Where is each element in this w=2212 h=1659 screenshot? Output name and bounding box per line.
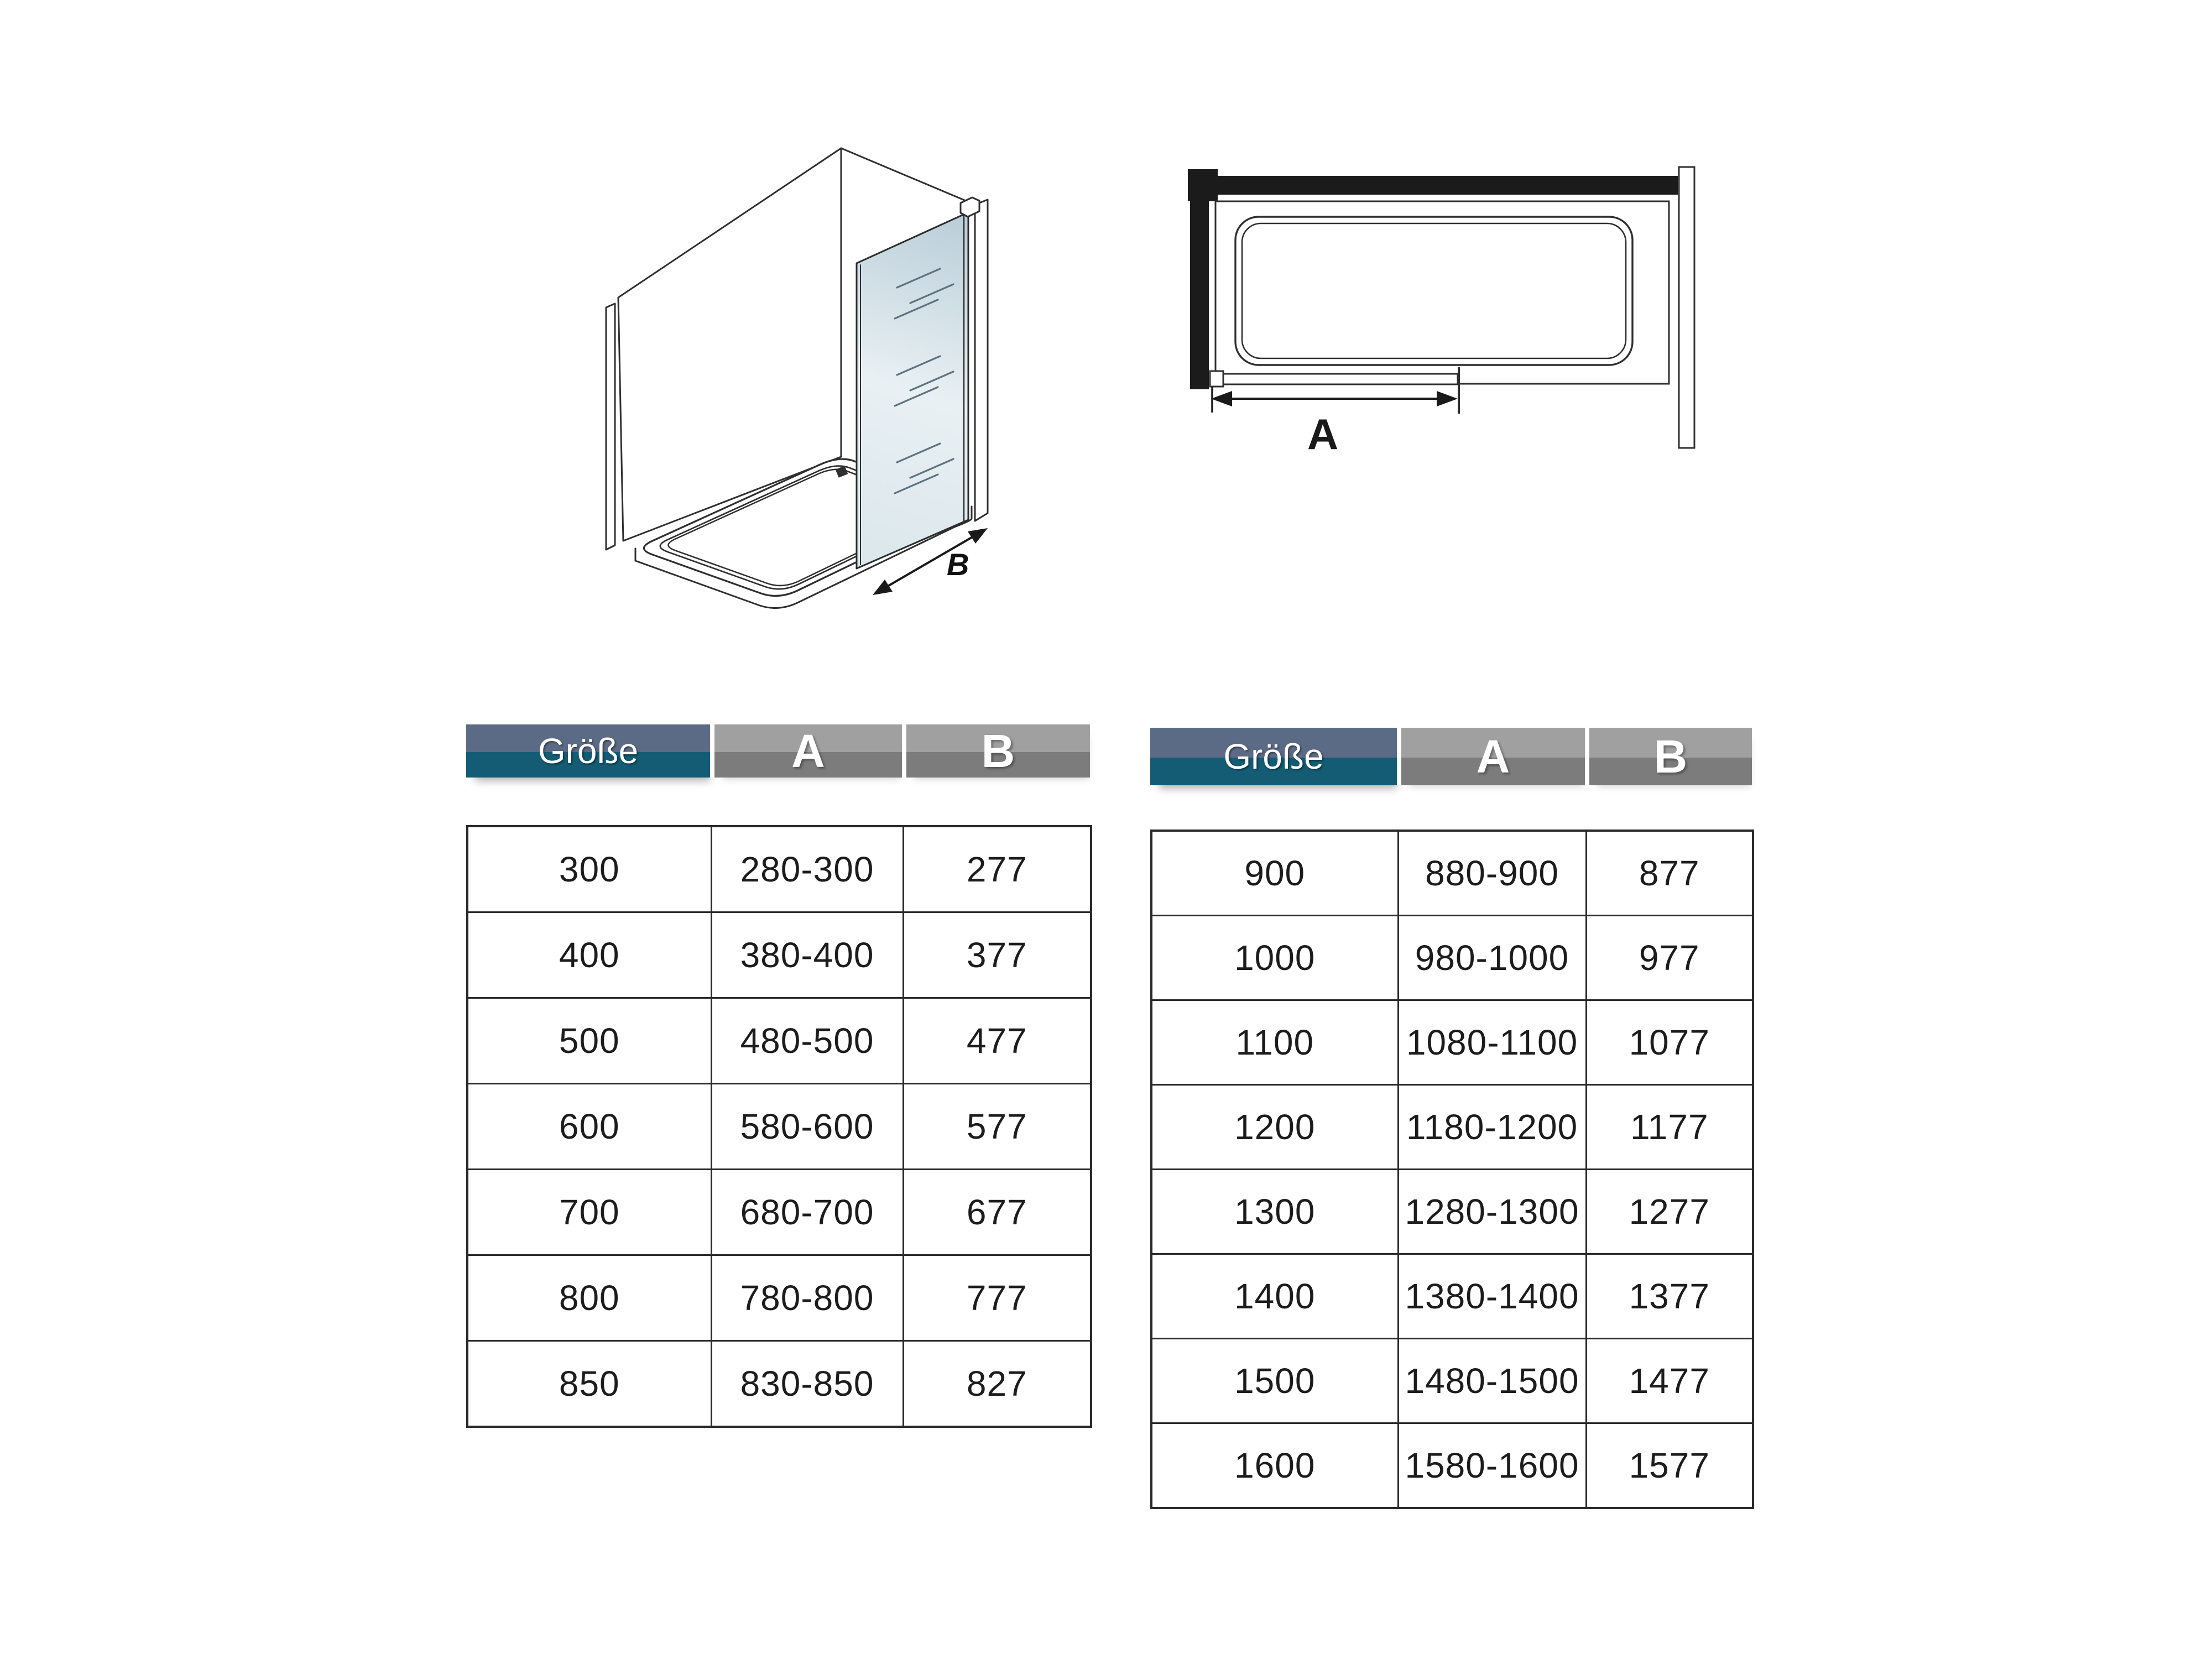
table-cell: 600: [467, 1084, 711, 1170]
table-cell: 977: [1586, 916, 1753, 1000]
table-cell: 777: [903, 1255, 1091, 1341]
table-row: [1151, 1423, 1753, 1509]
table-row: [1151, 1000, 1753, 1085]
table-cell: 1277: [1586, 1170, 1753, 1254]
table-cell: 877: [1586, 831, 1753, 916]
table-cell: 500: [467, 998, 711, 1084]
table-cell: 480-500: [711, 998, 903, 1084]
table-cell: 1480-1500: [1398, 1339, 1586, 1423]
left-wall-edge: [606, 304, 615, 550]
table-row: [467, 1170, 1091, 1255]
column-header-a: A: [1401, 728, 1585, 785]
header-separator: [1397, 728, 1401, 785]
size-table-left-header: [466, 724, 1090, 778]
table-cell: 1380-1400: [1398, 1254, 1586, 1339]
shower-tray-top-view: [1235, 217, 1632, 365]
column-header-a: A: [714, 724, 902, 778]
table-cell: 377: [903, 912, 1091, 998]
table-row: [1151, 916, 1753, 1000]
left-wall: [1190, 173, 1209, 389]
table-cell: 1500: [1151, 1339, 1398, 1423]
top-wall: [1201, 176, 1678, 195]
table-cell: 1280-1300: [1398, 1170, 1586, 1254]
column-header-groesse: Größe: [466, 724, 710, 778]
table-row: [467, 1084, 1091, 1170]
table-row: [1151, 831, 1753, 916]
right-wall-profile: [1679, 167, 1694, 448]
table-cell: 1080-1100: [1398, 1000, 1586, 1085]
header-separator: [1585, 728, 1589, 785]
dimension-arrow-a: [1211, 387, 1458, 413]
table-cell: 580-600: [711, 1084, 903, 1170]
table-cell: 1177: [1586, 1085, 1753, 1170]
table-row: [1151, 1170, 1753, 1254]
column-header-groesse: Größe: [1150, 728, 1397, 785]
table-cell: 1000: [1151, 916, 1398, 1000]
size-table-right-header: [1150, 728, 1752, 785]
table-row: [467, 1255, 1091, 1341]
right-wall-top-edge: [841, 148, 975, 205]
table-cell: 280-300: [711, 826, 903, 912]
table-row: [467, 998, 1091, 1084]
table-cell: 827: [903, 1341, 1091, 1427]
table-row: [1151, 1254, 1753, 1339]
table-cell: 1377: [1586, 1254, 1753, 1339]
table-cell: 800: [467, 1255, 711, 1341]
table-cell: 980-1000: [1398, 916, 1586, 1000]
dimension-label-b: B: [947, 547, 969, 582]
table-cell: 1077: [1586, 1000, 1753, 1085]
table-cell: 830-850: [711, 1341, 903, 1427]
table-cell: 680-700: [711, 1170, 903, 1255]
table-cell: 1477: [1586, 1339, 1753, 1423]
table-row: [467, 1341, 1091, 1427]
glass-panel-top-view: [1210, 367, 1459, 414]
isometric-shower-diagram: [564, 100, 1073, 664]
table-cell: 1200: [1151, 1085, 1398, 1170]
table-cell: 400: [467, 912, 711, 998]
table-cell: 1180-1200: [1398, 1085, 1586, 1170]
table-cell: 1300: [1151, 1170, 1398, 1254]
table-cell: 700: [467, 1170, 711, 1255]
table-cell: 300: [467, 826, 711, 912]
table-cell: 380-400: [711, 912, 903, 998]
header-separator: [710, 724, 714, 778]
table-cell: 850: [467, 1341, 711, 1427]
room-inner-edge: [1215, 201, 1669, 384]
table-cell: 900: [1151, 831, 1398, 916]
column-header-b: B: [1589, 728, 1752, 785]
table-cell: 1400: [1151, 1254, 1398, 1339]
table-cell: 677: [903, 1170, 1091, 1255]
table-cell: 1600: [1151, 1423, 1398, 1509]
table-cell: 1100: [1151, 1000, 1398, 1085]
table-row: [467, 912, 1091, 998]
table-row: [1151, 1339, 1753, 1423]
top-view-diagram: [1161, 155, 1803, 465]
size-table-left: [466, 825, 1092, 1428]
right-wall-edge: [975, 200, 988, 521]
header-separator: [902, 724, 906, 778]
dimension-label-a: A: [1307, 410, 1339, 458]
table-cell: 1580-1600: [1398, 1423, 1586, 1509]
table-cell: 577: [903, 1084, 1091, 1170]
table-cell: 880-900: [1398, 831, 1586, 916]
column-header-b: B: [906, 724, 1090, 778]
table-cell: 277: [903, 826, 1091, 912]
table-row: [467, 826, 1091, 912]
size-table-right: [1150, 830, 1754, 1509]
table-cell: 477: [903, 998, 1091, 1084]
table-row: [1151, 1085, 1753, 1170]
table-cell: 1577: [1586, 1423, 1753, 1509]
table-cell: 780-800: [711, 1255, 903, 1341]
